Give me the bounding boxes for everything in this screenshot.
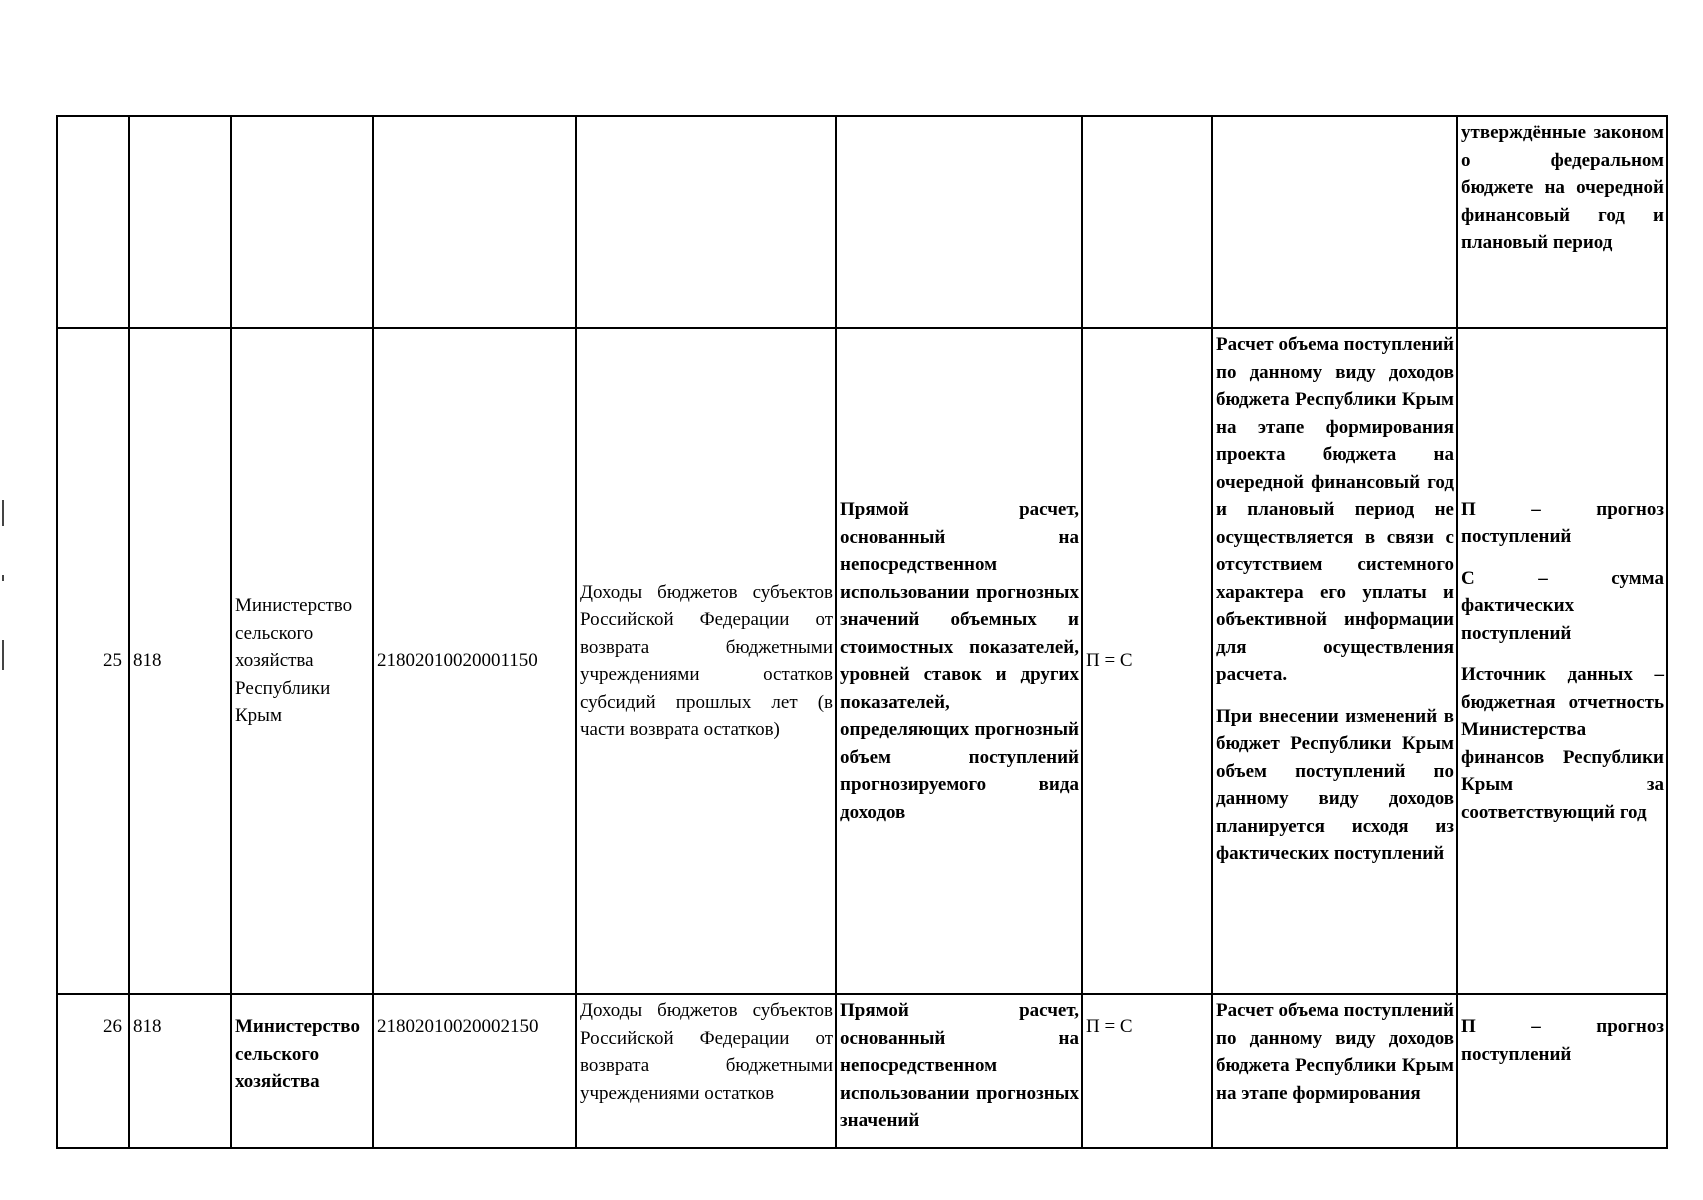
table-row-continued [57,116,1667,328]
indicator-paragraph: Источник данных – бюджетная отчетность Министерства финансов Республики Крым за соответствующий год [1461,664,1664,823]
algorithm-paragraph: При внесении изменений в бюджет Республики Крым объем поступлений по данному виду доходов планируется исходя из фактических поступлений [1216,705,1454,864]
table-row [57,328,1667,994]
admin-code: 818 [129,328,231,994]
table-row [57,994,1667,1148]
indicator-paragraph: П – прогноз поступлений [1461,498,1664,548]
admin-name: Министерство сельского хозяйства Республики Крым [231,328,373,994]
table-cell [231,116,373,328]
calc-algorithm [1212,328,1457,994]
table-cell [1212,116,1457,328]
calc-algorithm: Расчет объема поступлений по данному виду доходов бюджета Республики Крым на этапе формирования [1212,994,1457,1148]
calc-formula: П = С [1082,328,1212,994]
indicator-paragraph: С – сумма фактических поступлений [1461,567,1664,644]
table-cell [1082,116,1212,328]
row-number: 25 [57,328,129,994]
table-cell [129,116,231,328]
algorithm-paragraph: Расчет объема поступлений по данному виду доходов бюджета Республики Крым на этапе формирования проекта бюджета на очередной финансовый год и плановый период не осуществляется в связи с отсутствием системного характера его уплаты и объективной информации для осуществления расчета. [1216,334,1454,685]
calc-method: Прямой расчет, основанный на непосредственном использовании прогнозных значений [836,994,1082,1148]
indicators-description [1457,328,1667,994]
scan-artifact-mark [2,640,4,670]
row-number: 26 [57,994,129,1148]
table-cell [836,116,1082,328]
table-cell [373,116,576,328]
revenue-name: Доходы бюджетов субъектов Российской Федерации от возврата бюджетными учреждениями остатков субсидий прошлых лет (в части возврата остатков) [576,328,836,994]
scan-artifact-mark [2,500,4,526]
calc-formula: П = С [1082,994,1212,1148]
table-cell-indicators [1457,116,1667,328]
scan-artifact-mark [2,575,4,581]
indicators-text: утверждённые законом о федеральном бюджете на очередной финансовый год и плановый период [1461,122,1664,253]
revenue-name: Доходы бюджетов субъектов Российской Федерации от возврата бюджетными учреждениями остатков [576,994,836,1148]
kbk-code: 21802010020001150 [373,328,576,994]
admin-name: Министерство сельского хозяйства [231,994,373,1148]
indicators-description: П – прогноз поступлений [1457,994,1667,1148]
kbk-code: 21802010020002150 [373,994,576,1148]
table-cell [57,116,129,328]
admin-code: 818 [129,994,231,1148]
table-cell [576,116,836,328]
revenue-forecast-table [56,115,1668,1149]
calc-method: Прямой расчет, основанный на непосредственном использовании прогнозных значений объемных и стоимостных показателей, уровней ставок и других показателей, определяющих прогнозный объем поступлений прогнозируемого вида доходов [836,328,1082,994]
